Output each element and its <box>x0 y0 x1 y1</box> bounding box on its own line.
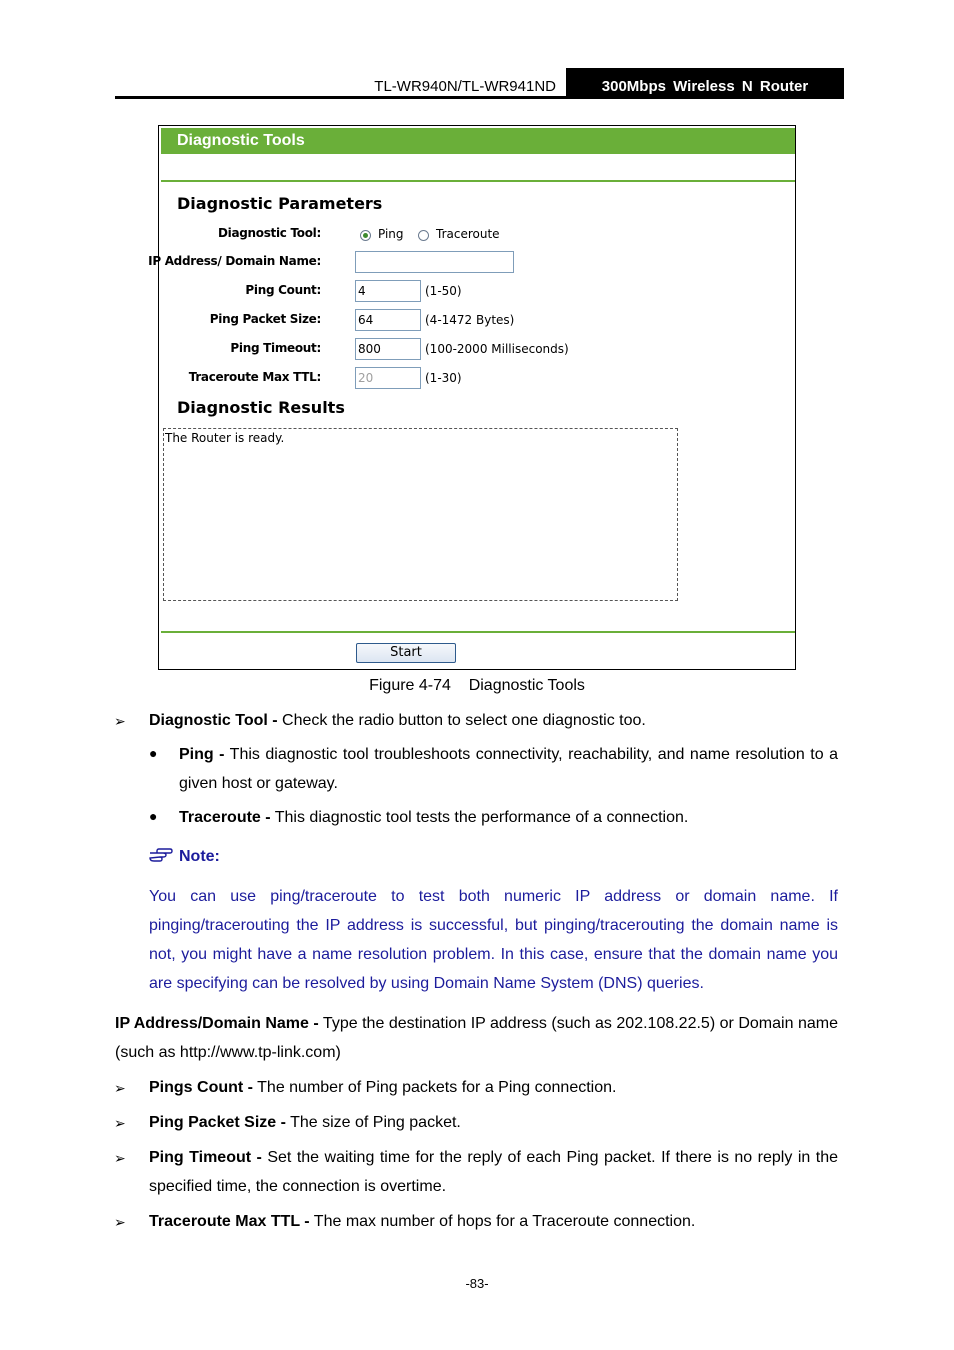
ttl-label: Traceroute Max TTL: <box>188 370 321 384</box>
list-item-max-ttl <box>149 1207 839 1236</box>
note-text: You can use ping/traceroute to test both numeric IP address or domain name. If pinging/tracerouting the IP address is successful, but pinging/tracerouting the domain name is not, you might have a name resolution problem. In this case, ensure that the domain name you are specifying can be resolved by using Domain Name System (DNS) queries. <box>149 888 838 992</box>
ttl-hint: (1-30) <box>425 371 462 385</box>
panel-separator-top <box>161 180 795 182</box>
panel-separator-bottom <box>161 631 795 633</box>
ping-count-input[interactable]: 4 <box>355 280 421 302</box>
panel-title: Diagnostic Tools <box>161 128 795 154</box>
list-item-ping <box>179 740 838 798</box>
figure-caption: Figure 4-74 Diagnostic Tools <box>369 677 585 694</box>
list-item-diagnostic-tool <box>149 706 839 735</box>
dot-bullet-icon: ● <box>149 745 158 761</box>
pointing-hand-icon <box>149 848 173 862</box>
ping-timeout-input[interactable]: 800 <box>355 338 421 360</box>
results-area[interactable]: The Router is ready. <box>163 428 678 601</box>
desc: The number of Ping packets for a Ping connection. <box>252 1079 617 1096</box>
params-heading: Diagnostic Parameters <box>177 194 383 213</box>
desc: Type the destination IP address (such as 202.108.22.5) or Domain name (such as http://www.tp-link.com) <box>115 1015 838 1061</box>
term: Diagnostic Tool - <box>149 712 278 729</box>
arrow-bullet-icon: ➢ <box>114 713 126 729</box>
start-button[interactable]: Start <box>356 643 456 663</box>
ping-size-input[interactable]: 64 <box>355 309 421 331</box>
desc: This diagnostic tool tests the performance of a connection. <box>270 809 689 826</box>
list-item-packet-size <box>149 1108 839 1137</box>
timeout-hint: (100-2000 Milliseconds) <box>425 342 569 356</box>
list-item-traceroute <box>179 803 838 832</box>
ttl-input[interactable]: 20 <box>355 367 421 389</box>
desc: Check the radio button to select one diagnostic too. <box>277 712 646 729</box>
ping-radio[interactable] <box>360 230 371 241</box>
term: Ping Packet Size - <box>149 1114 286 1131</box>
ip-label: IP Address/ Domain Name: <box>148 254 321 268</box>
timeout-label: Ping Timeout: <box>230 341 321 355</box>
header-product: 300Mbps Wireless N Router <box>566 68 844 99</box>
tool-label: Diagnostic Tool: <box>217 226 321 240</box>
desc: The size of Ping packet. <box>285 1114 461 1131</box>
ip-paragraph <box>115 1009 838 1067</box>
results-heading: Diagnostic Results <box>177 398 345 417</box>
arrow-bullet-icon: ➢ <box>114 1115 126 1131</box>
term: Traceroute - <box>179 809 271 826</box>
count-label: Ping Count: <box>245 283 321 297</box>
term: Traceroute Max TTL - <box>149 1213 310 1230</box>
count-hint: (1-50) <box>425 284 462 298</box>
term: IP Address/Domain Name - <box>115 1015 319 1032</box>
ip-input[interactable] <box>355 251 514 273</box>
ping-radio-label[interactable]: Ping <box>378 227 404 241</box>
desc: Set the waiting time for the reply of each Ping packet. If there is no reply in the specified time, the connection is overtime. <box>149 1149 838 1195</box>
term: Ping - <box>179 746 225 763</box>
header-rule <box>115 96 844 99</box>
header-model: TL-WR940N/TL-WR941ND <box>374 78 556 95</box>
desc: This diagnostic tool troubleshoots connectivity, reachability, and name resolution to a given host or gateway. <box>179 746 839 792</box>
term: Ping Timeout - <box>149 1149 262 1166</box>
traceroute-radio[interactable] <box>418 230 429 241</box>
note-heading <box>149 848 220 866</box>
size-label: Ping Packet Size: <box>209 312 321 326</box>
dot-bullet-icon: ● <box>149 808 158 824</box>
page-number: -83- <box>465 1276 489 1291</box>
size-hint: (4-1472 Bytes) <box>425 313 515 327</box>
traceroute-radio-label[interactable]: Traceroute <box>436 227 500 241</box>
arrow-bullet-icon: ➢ <box>114 1214 126 1230</box>
arrow-bullet-icon: ➢ <box>114 1080 126 1096</box>
term: Pings Count - <box>149 1079 253 1096</box>
list-item-pings-count <box>149 1073 839 1102</box>
note-title: Note: <box>179 848 220 865</box>
diagnostic-tools-panel <box>148 125 796 670</box>
list-item-ping-timeout <box>149 1143 838 1201</box>
arrow-bullet-icon: ➢ <box>114 1150 126 1166</box>
desc: The max number of hops for a Traceroute connection. <box>309 1213 696 1230</box>
